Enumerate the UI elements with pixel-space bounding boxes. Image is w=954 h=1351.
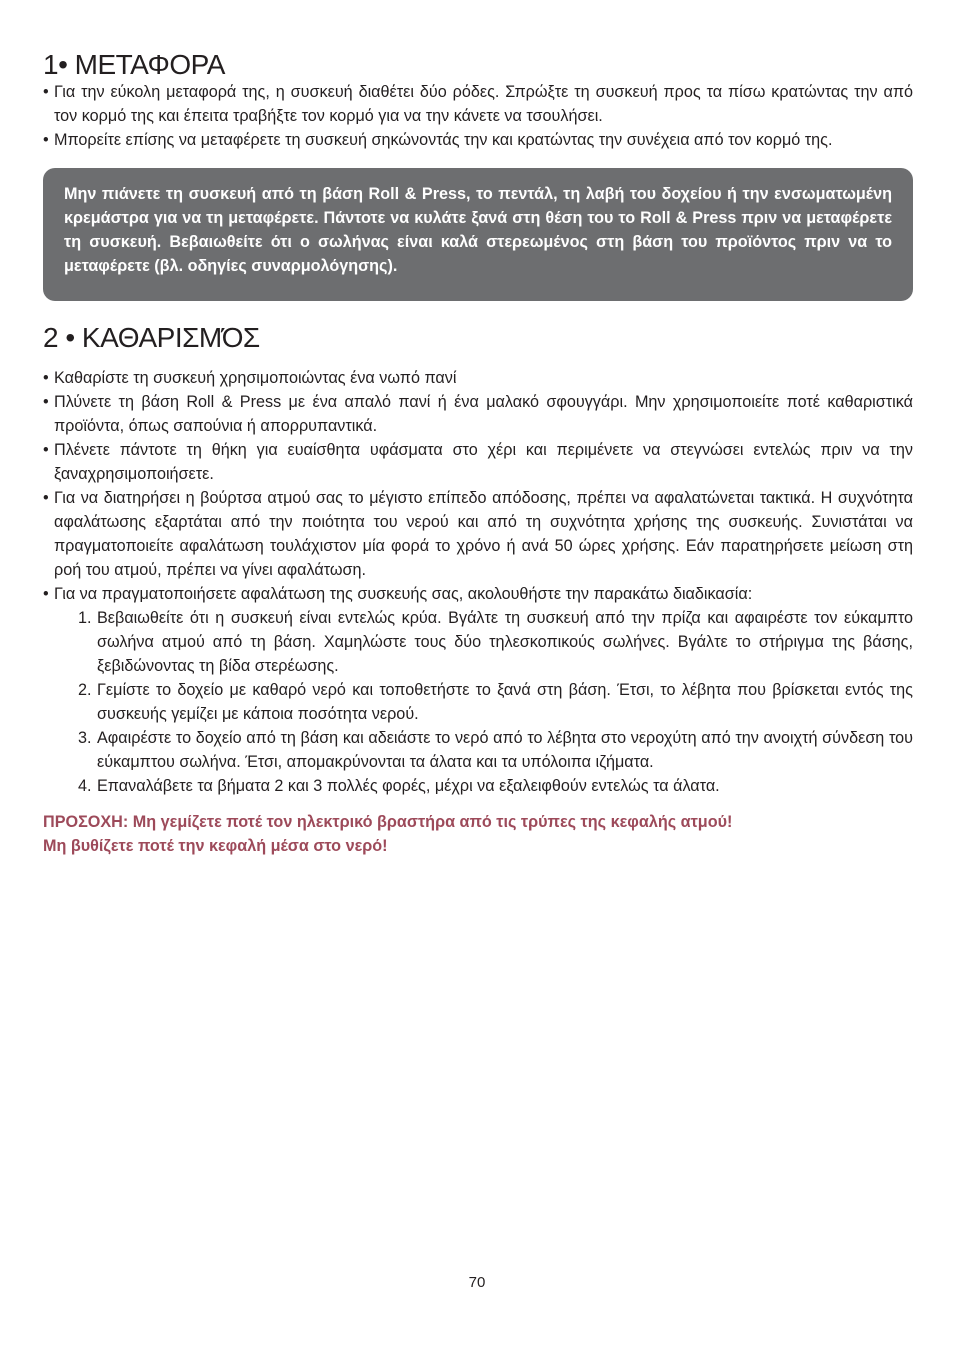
step-item (78, 726, 913, 774)
caution-note (43, 810, 913, 858)
bullet-item: • Πλένετε πάντοτε τη θήκη για ευαίσθητα υφάσματα στο χέρι και περιμένετε να στεγνώσει εντελώς πριν να την ξαναχρησιμοποιήσετε. (43, 438, 913, 486)
step-text: Βεβαιωθείτε ότι η συσκευή είναι εντελώς κρύα. Βγάλτε τη συσκευή από την πρίζα και αφαιρέστε τον εύκαμπτο σωλήνα ατμού από τη βάση. Χαμηλώστε τους δύο τηλεσκοπικούς σωλήνες. Βγάλτε το στήριγμα της βάσης, ξεβιδώνοντας τη βίδα στερέωσης. (97, 609, 913, 675)
step-item (78, 606, 913, 678)
section-title-transport: 1• ΜΕΤΑΦΟΡΑ (43, 49, 225, 80)
caution-line: ΠΡΟΣΟΧΗ: Μη γεμίζετε ποτέ τον ηλεκτρικό βραστήρα από τις τρύπες της κεφαλής ατμού! (43, 813, 733, 831)
bullet-item: • Καθαρίστε τη συσκευή χρησιμοποιώντας ένα νωπό πανί (43, 366, 913, 390)
descaling-steps (43, 606, 913, 798)
step-text: Επαναλάβετε τα βήματα 2 και 3 πολλές φορές, μέχρι να εξαλειφθούν εντελώς τα άλατα. (97, 777, 720, 795)
section-transport (43, 48, 913, 301)
step-text: Γεμίστε το δοχείο με καθαρό νερό και τοποθετήστε το ξανά στη βάση. Έτσι, το λέβητα που βρίσκεται εντός της συσκευής γεμίζει με κάποια ποσότητα νερού. (97, 681, 913, 723)
bullet-item: • Για την εύκολη μεταφορά της, η συσκευή διαθέτει δύο ρόδες. Σπρώξτε τη συσκευή προς τα πίσω κρατώντας την από τον κορμό της και έπειτα τραβήξτε τον κορμό για να την κάνετε να τσουλήσει. (43, 80, 913, 128)
section-cleaning (43, 321, 913, 858)
step-item (78, 678, 913, 726)
bullet-item: • Για να διατηρήσει η βούρτσα ατμού σας το μέγιστο επίπεδο απόδοσης, πρέπει να αφαλατώνεται τακτικά. Η συχνότητα αφαλάτωσης εξαρτάται από την ποιότητα του νερού και από τη συχνότητα χρήσης της συσκευής. Συνιστάται να πραγματοποιείτε αφαλάτωση τουλάχιστον μία φορά το χρόνο ή ανά 50 ώρες χρήσης. Εάν παρατηρήσετε μείωση στη ροή του ατμού, πρέπει να γίνει αφαλάτωση. (43, 486, 913, 582)
bullet-item: • Μπορείτε επίσης να μεταφέρετε τη συσκευή σηκώνοντάς την και κρατώντας την συνέχεια από τον κορμό της. (43, 128, 913, 152)
page-number: 70 (468, 1274, 486, 1291)
step-number: 2. (78, 681, 92, 699)
step-number: 4. (78, 777, 92, 795)
bullet-item: • Για να πραγματοποιήσετε αφαλάτωση της συσκευής σας, ακολουθήστε την παρακάτω διαδικασία: (43, 582, 913, 606)
step-item (78, 774, 913, 798)
step-number: 3. (78, 729, 92, 747)
step-number: 1. (78, 609, 92, 627)
warning-box: Μην πιάνετε τη συσκευή από τη βάση Roll & Press, το πεντάλ, τη λαβή του δοχείου ή την ενσωματωμένη κρεμάστρα για να τη μεταφέρετε. Πάντοτε να κυλάτε ξανά στη θέση του το Roll & Press πριν να μεταφέρετε τη συσκευή. Βεβαιωθείτε ότι ο σωλήνας είναι καλά στερεωμένος στη βάση του προϊόντος πριν να το μεταφέρετε (βλ. οδηγίες συναρμολόγησης). (43, 168, 913, 301)
caution-line: Μη βυθίζετε ποτέ την κεφαλή μέσα στο νερό! (43, 837, 388, 855)
bullet-item: • Πλύνετε τη βάση Roll & Press με ένα απαλό πανί ή ένα μαλακό σφουγγάρι. Μην χρησιμοποιείτε ποτέ καθαριστικά προϊόντα, όπως σαπούνια ή απορρυπαντικά. (43, 390, 913, 438)
section-title-cleaning: 2 • ΚΑΘΑΡΙΣΜΌΣ (43, 322, 260, 353)
step-text: Αφαιρέστε το δοχείο από τη βάση και αδειάστε το νερό από το λέβητα στο νεροχύτη από την ανοιχτή σύνδεση του εύκαμπτου σωλήνα. Έτσι, απομακρύνονται τα άλατα και τα υπόλοιπα ιζήματα. (97, 729, 913, 771)
document-page (43, 48, 913, 858)
